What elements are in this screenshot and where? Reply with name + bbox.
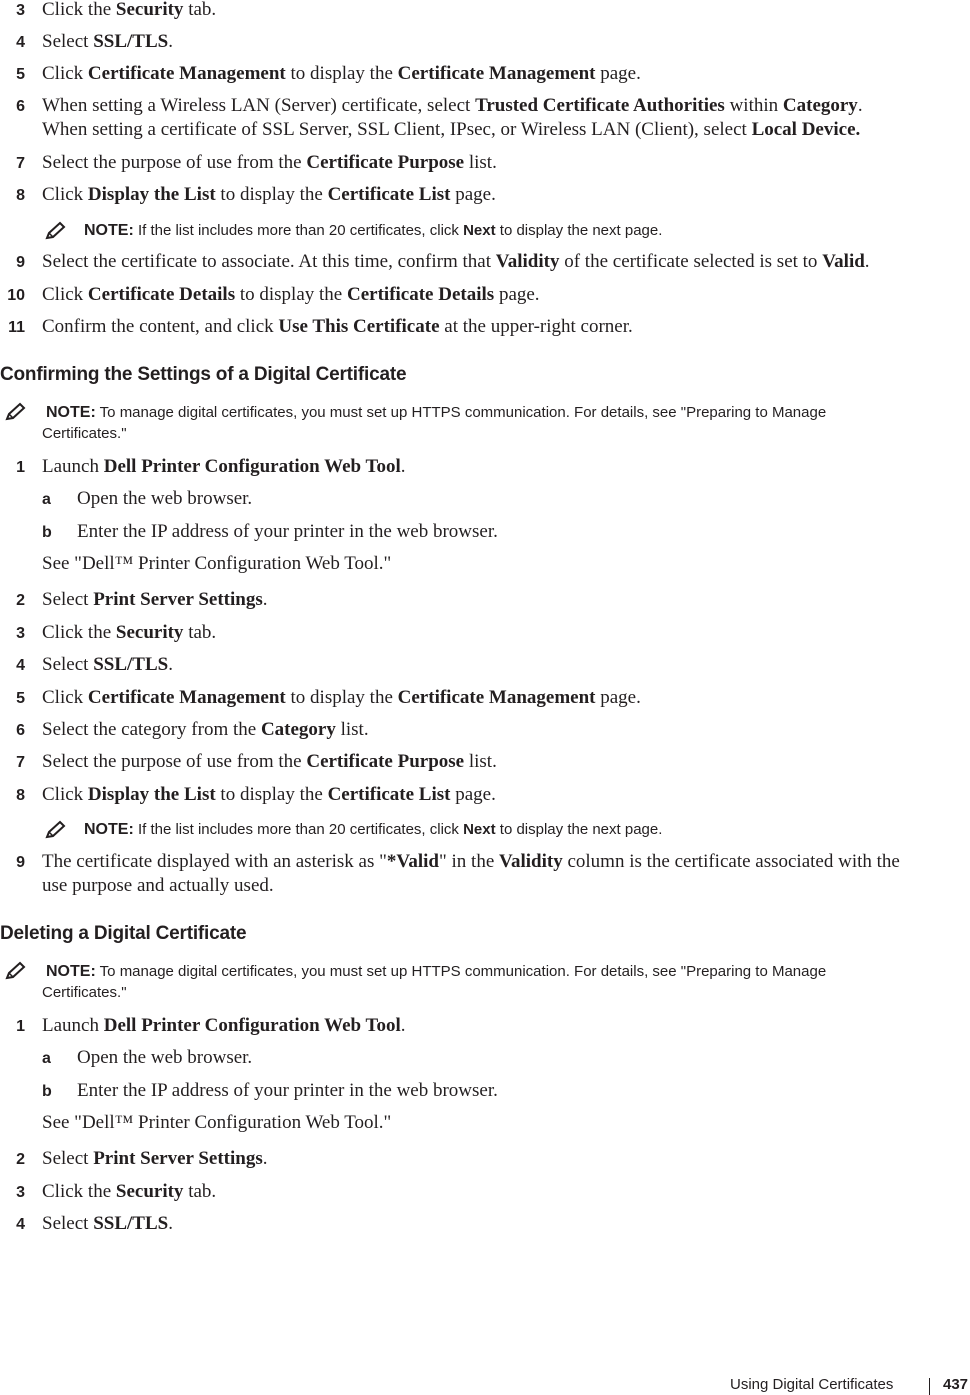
- text-run: to display the: [285, 687, 398, 708]
- text-run: of the certificate selected is set to: [559, 251, 823, 272]
- ui-term: Certificate Management: [87, 687, 286, 708]
- text-run: .: [400, 456, 406, 477]
- text-run: tab.: [183, 0, 217, 20]
- text-run: Select the category from the: [42, 719, 261, 740]
- text-run: use purpose and actually used.: [42, 875, 274, 896]
- text-run: Click: [42, 184, 88, 205]
- text-run: Launch: [42, 1015, 104, 1036]
- section-heading: Confirming the Settings of a Digital Certificate: [0, 364, 407, 385]
- text-run: Click: [42, 63, 88, 84]
- text-run: Click the: [42, 1181, 116, 1202]
- section-heading: Deleting a Digital Certificate: [0, 923, 247, 944]
- text-run: Select: [42, 1213, 94, 1234]
- text-run: column is the certificate associated with the: [562, 851, 900, 872]
- see-reference: See "Dell™ Printer Configuration Web Tool.": [42, 1112, 392, 1133]
- text-run: .: [168, 1213, 173, 1234]
- text-run: page.: [595, 63, 641, 84]
- text-run: page.: [450, 184, 496, 205]
- note-pencil-icon: [44, 820, 68, 840]
- note-pencil-icon: [4, 961, 28, 981]
- ui-term: Security: [115, 622, 184, 643]
- text-run: tab.: [183, 1181, 217, 1202]
- note-pencil-icon: [4, 402, 28, 422]
- text-run: The certificate displayed with an asterisk as ": [42, 851, 387, 872]
- text-run: to display the next page.: [495, 222, 663, 239]
- text-run: Launch: [42, 456, 104, 477]
- text-run: When setting a Wireless LAN (Server) certificate, select: [42, 95, 476, 116]
- text-run: Click the: [42, 622, 116, 643]
- text-run: page.: [450, 784, 496, 805]
- text-run: Select: [42, 589, 94, 610]
- text-run: list.: [335, 719, 369, 740]
- ui-term: Certificate Details: [87, 284, 236, 305]
- text-run: Click: [42, 284, 88, 305]
- text-run: to display the: [215, 784, 328, 805]
- text-run: Select: [42, 31, 94, 52]
- ui-term: Category: [260, 719, 336, 740]
- ui-term: Category: [782, 95, 858, 116]
- text-run: Select the certificate to associate. At this time, confirm that: [42, 251, 496, 272]
- text-run: page.: [494, 284, 540, 305]
- page-number: 437: [943, 1376, 969, 1393]
- text-run: Select: [42, 654, 94, 675]
- ui-term: Dell Printer Configuration Web Tool: [103, 456, 401, 477]
- text-run: Confirm the content, and click: [42, 316, 279, 337]
- text-run: .: [864, 251, 870, 272]
- text-run: .: [857, 95, 863, 116]
- ui-term: Validity: [499, 851, 563, 872]
- text-run: to display the: [215, 184, 328, 205]
- text-run: If the list includes more than 20 certificates, click: [133, 821, 464, 838]
- ui-term: Certificate Management: [397, 63, 596, 84]
- ui-term: Certificate Management: [87, 63, 286, 84]
- ui-term: SSL/TLS: [93, 654, 169, 675]
- text-run: When setting a certificate of SSL Server, SSL Client, IPsec, or Wireless LAN (Client), select: [42, 119, 752, 140]
- note: NOTE: If the list includes more than 20 certificates, click Next to display the next page.: [84, 821, 663, 838]
- text-run: .: [168, 31, 173, 52]
- text-run: .: [262, 589, 268, 610]
- ui-term: *Valid: [386, 851, 439, 872]
- text-run: Click: [42, 784, 88, 805]
- text-run: to display the: [285, 63, 398, 84]
- text-run: page.: [595, 687, 641, 708]
- footer-divider: [929, 1378, 930, 1395]
- text-run: list.: [464, 152, 497, 173]
- footer-title: Using Digital Certificates: [730, 1376, 894, 1393]
- text-run: " in the: [439, 851, 499, 872]
- see-reference: See "Dell™ Printer Configuration Web Tool.": [42, 553, 392, 574]
- text-run: tab.: [183, 622, 217, 643]
- text-run: to display the next page.: [495, 821, 663, 838]
- text-run: If the list includes more than 20 certificates, click: [133, 222, 464, 239]
- ui-term: Certificate Purpose: [306, 152, 465, 173]
- text-run: to display the: [235, 284, 347, 305]
- ui-term: Dell Printer Configuration Web Tool: [103, 1015, 401, 1036]
- ui-term: Local Device.: [751, 119, 861, 140]
- ui-term: SSL/TLS: [93, 1213, 169, 1234]
- ui-term: Security: [115, 1181, 184, 1202]
- text-run: Click the: [42, 0, 116, 20]
- text-run: Select the purpose of use from the: [42, 152, 307, 173]
- text-run: within: [724, 95, 783, 116]
- text-run: Select the purpose of use from the: [42, 751, 307, 772]
- note: NOTE: If the list includes more than 20 certificates, click Next to display the next page.: [84, 222, 663, 239]
- ui-term: Trusted Certificate Authorities: [475, 95, 725, 116]
- text-run: Select: [42, 1148, 94, 1169]
- ui-term: Next: [463, 222, 496, 239]
- ui-term: Print Server Settings: [93, 589, 263, 610]
- text-run: .: [168, 654, 173, 675]
- note-pencil-icon: [44, 221, 68, 241]
- text-run: Click: [42, 687, 88, 708]
- ui-term: Validity: [495, 251, 560, 272]
- ui-term: Use This Certificate: [278, 316, 440, 337]
- text-run: at the upper-right corner.: [439, 316, 633, 337]
- ui-term: Display the List: [87, 184, 216, 205]
- ui-term: Print Server Settings: [93, 1148, 263, 1169]
- text-run: .: [400, 1015, 406, 1036]
- ui-term: Certificate List: [327, 784, 451, 805]
- ui-term: Certificate Purpose: [306, 751, 465, 772]
- text-run: .: [262, 1148, 268, 1169]
- ui-term: Next: [463, 821, 496, 838]
- ui-term: Certificate Management: [397, 687, 596, 708]
- ui-term: Valid: [822, 251, 865, 272]
- text-run: list.: [464, 751, 497, 772]
- ui-term: Certificate Details: [347, 284, 495, 305]
- document-page: 3 Click the Security tab. 4 Select SSL/TLS. 5 Click Certificate Management to display the Certificate Management page. 6 When setting a Wireless LAN (Server) certificate, select Trusted Certificate Authorities within Category. When setting a certificate of SSL Server, SSL Client, IPsec, or Wireless LAN (Client), select Local Device. 7 Select the purpose of use from the Certificate Purpose list. 8 Click Display the List to display the Certificate List page. NOTE: If the list includes more than 20 certificates, click Next to display the next page. 9 Select the certificate to associate. At this time, confirm that Validity of the certificate selected is set to Valid. 10 Click Certificate Details to display the Certificate Details page. 11 Confirm the content, and click Use This Certificate at the upper-right corner. Confirming the Settings of a Digital Certificate NOTE: To manage digital certificates, you must set up HTTPS communication. For details, see "Preparing to Manage Certificates." 1 Launch Dell Printer Configuration Web Tool. a Open the web browser. b Enter the IP address of your printer in the web browser. See "Dell™ Printer Configuration Web Tool." 2 Select Print Server Settings. 3 Click the Security tab. 4 Select SSL/TLS. 5 Click Certificate Management to display the Certificate Management page. 6 Select the category from the Category list. 7 Select the purpose of use from the Certificate Purpose list. 8 Click Display the List to display the Certificate List page. NOTE: If the list includes more than 20 certificates, click Next to display the next page. 9 The certificate displayed with an asterisk as "*Valid" in the Validity column is the certificate associated with the use purpose and actually used. Deleting a Digital Certificate NOTE: To manage digital certificates, you must set up HTTPS communication. For details, see "Preparing to Manage Certificates." 1 Launch Dell Printer Configuration Web Tool. a Open the web browser. b Enter the IP address of your printer in the web browser. See "Dell™ Printer Configuration Web Tool." 2 Select Print Server Settings. 3 Click the Security tab. 4 Select SSL/TLS. Using Digital Certificates 437: [0, 0, 969, 1393]
- ui-term: Certificate List: [327, 184, 451, 205]
- ui-term: Security: [115, 0, 184, 20]
- ui-term: Display the List: [87, 784, 216, 805]
- ui-term: SSL/TLS: [93, 31, 169, 52]
